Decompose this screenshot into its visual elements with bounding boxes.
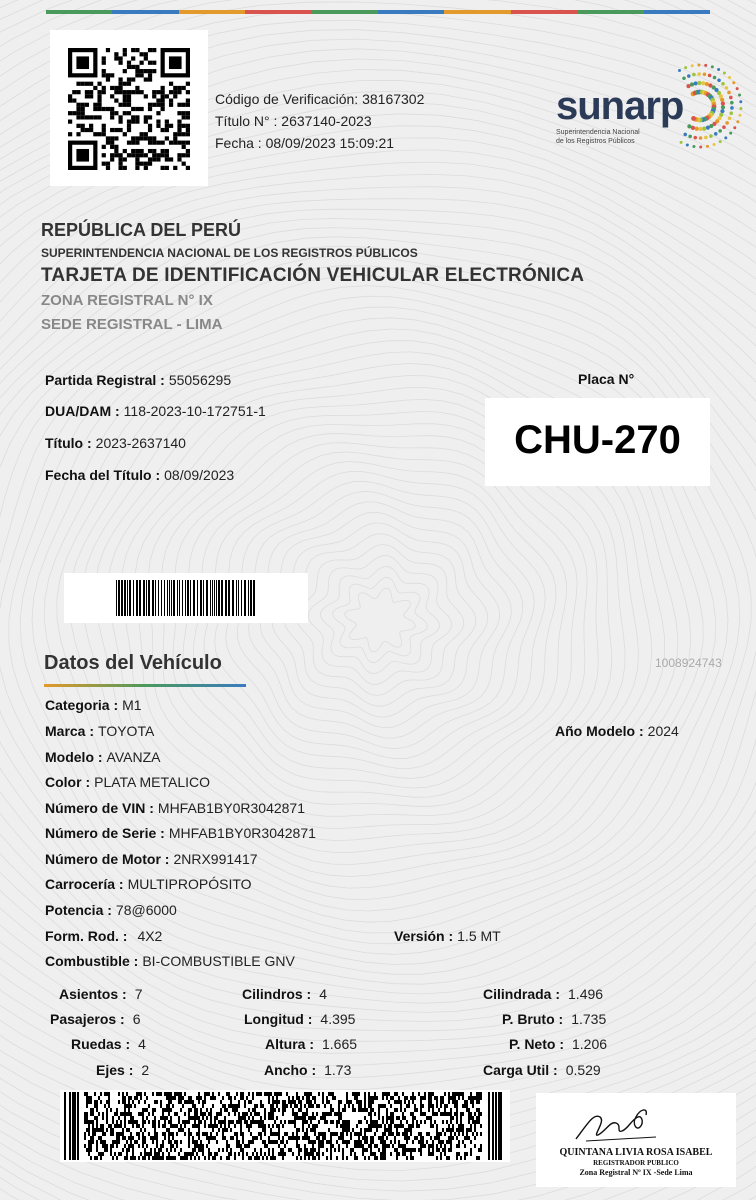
ancho-value: 1.73 bbox=[324, 1062, 352, 1078]
modelo-label: Modelo : bbox=[45, 749, 103, 765]
cilindrada-row bbox=[483, 986, 603, 1002]
fecha-titulo-label: Fecha del Título : bbox=[45, 467, 161, 483]
combustible-row bbox=[45, 953, 295, 969]
top-color-segment bbox=[245, 10, 311, 14]
top-color-segment bbox=[112, 10, 178, 14]
categoria-value: M1 bbox=[122, 697, 142, 713]
sunarp-logo-word: sunarp bbox=[556, 84, 684, 128]
combustible-value: BI-COMBUSTIBLE GNV bbox=[142, 953, 295, 969]
verification-title-line bbox=[215, 110, 424, 132]
placa-box bbox=[485, 398, 710, 486]
placa-label: Placa N° bbox=[578, 371, 635, 387]
top-color-segment bbox=[378, 10, 444, 14]
top-color-segment bbox=[577, 10, 643, 14]
cilindros-label: Cilindros : bbox=[242, 986, 312, 1002]
longitud-value: 4.395 bbox=[320, 1011, 356, 1027]
sunarp-logo bbox=[550, 44, 750, 164]
registrar-zone: Zona Registral Nº IX -Sede Lima bbox=[579, 1168, 693, 1177]
form-rod-value: 4X2 bbox=[137, 928, 163, 944]
vin-row bbox=[45, 800, 305, 816]
serie-label: Número de Serie : bbox=[45, 825, 165, 841]
pdf417-barcode bbox=[60, 1090, 510, 1162]
dua-dam-label: DUA/DAM : bbox=[45, 403, 120, 419]
motor-row bbox=[45, 851, 258, 867]
top-color-segment bbox=[444, 10, 510, 14]
top-color-segment bbox=[644, 10, 710, 14]
peso-bruto-row bbox=[502, 1011, 606, 1027]
serie-value: MHFAB1BY0R3042871 bbox=[168, 825, 316, 841]
top-color-segment bbox=[179, 10, 245, 14]
asientos-row bbox=[59, 986, 142, 1002]
titulo-row bbox=[45, 435, 186, 451]
cilindrada-value: 1.496 bbox=[568, 986, 604, 1002]
peso-bruto-value: 1.735 bbox=[571, 1011, 607, 1027]
logo-subtitle-line2: de los Registros Públicos bbox=[556, 138, 635, 145]
barcode-bars bbox=[116, 580, 256, 616]
cilindrada-label: Cilindrada : bbox=[483, 986, 561, 1002]
verification-date-line bbox=[215, 132, 424, 154]
top-color-segment bbox=[511, 10, 577, 14]
ejes-row bbox=[96, 1062, 149, 1078]
color-label: Color : bbox=[45, 774, 91, 790]
motor-value: 2NRX991417 bbox=[173, 851, 258, 867]
verification-code-value: 38167302 bbox=[362, 91, 425, 107]
document-title: TARJETA DE IDENTIFICACIÓN VEHICULAR ELECTRÓNICA bbox=[41, 265, 585, 286]
partida-registral-label: Partida Registral : bbox=[45, 372, 165, 388]
verification-title-label: Título N° : bbox=[215, 113, 278, 129]
partida-registral-row bbox=[45, 372, 231, 388]
pasajeros-label: Pasajeros : bbox=[50, 1011, 125, 1027]
carroceria-label: Carrocería : bbox=[45, 876, 124, 892]
titulo-label: Título : bbox=[45, 435, 92, 451]
form-rod-label: Form. Rod. : bbox=[45, 928, 128, 944]
marca-label: Marca : bbox=[45, 723, 95, 739]
version-value: 1.5 MT bbox=[457, 928, 501, 944]
peso-neto-row bbox=[509, 1036, 607, 1052]
agency-heading: SUPERINTENDENCIA NACIONAL DE LOS REGISTROS PÚBLICOS bbox=[41, 246, 418, 260]
top-color-bar bbox=[46, 10, 710, 14]
ancho-label: Ancho : bbox=[264, 1062, 317, 1078]
marca-row bbox=[45, 723, 154, 739]
ruedas-value: 4 bbox=[138, 1036, 146, 1052]
form-rod-row bbox=[45, 928, 162, 944]
carga-util-value: 0.529 bbox=[565, 1062, 601, 1078]
verification-title-value: 2637140-2023 bbox=[281, 113, 372, 129]
anio-modelo-value: 2024 bbox=[647, 723, 679, 739]
asientos-label: Asientos : bbox=[59, 986, 127, 1002]
partida-registral-value: 55056295 bbox=[168, 372, 232, 388]
verification-code-line bbox=[215, 88, 424, 110]
color-row bbox=[45, 774, 210, 790]
logo-subtitle-line1: Superintendencia Nacional bbox=[556, 129, 640, 136]
registrar-role: REGISTRADOR PUBLICO bbox=[593, 1159, 679, 1167]
carga-util-label: Carga Util : bbox=[483, 1062, 558, 1078]
marca-value: TOYOTA bbox=[98, 723, 155, 739]
document-code: 1008924743 bbox=[655, 656, 722, 670]
ancho-row bbox=[264, 1062, 351, 1078]
altura-label: Altura : bbox=[265, 1036, 314, 1052]
sunarp-logo-subtitle bbox=[556, 128, 676, 146]
peso-neto-value: 1.206 bbox=[571, 1036, 608, 1052]
carga-util-row bbox=[483, 1062, 601, 1078]
placa-value: CHU-270 bbox=[514, 418, 681, 462]
verification-date-label: Fecha : bbox=[215, 135, 262, 151]
ejes-label: Ejes : bbox=[96, 1062, 134, 1078]
vin-value: MHFAB1BY0R3042871 bbox=[157, 800, 305, 816]
serie-row bbox=[45, 825, 316, 841]
section-title: Datos del Vehículo bbox=[44, 652, 222, 674]
pasajeros-row bbox=[50, 1011, 141, 1027]
ruedas-label: Ruedas : bbox=[71, 1036, 131, 1052]
altura-value: 1.665 bbox=[322, 1036, 358, 1052]
country-heading: REPÚBLICA DEL PERÚ bbox=[41, 220, 242, 240]
dua-dam-value: 118-2023-10-172751-1 bbox=[123, 403, 266, 419]
longitud-row bbox=[244, 1011, 355, 1027]
potencia-value: 78@6000 bbox=[115, 902, 177, 918]
sede-registral: SEDE REGISTRAL - LIMA bbox=[41, 316, 223, 333]
ejes-value: 2 bbox=[141, 1062, 150, 1078]
categoria-row bbox=[45, 697, 142, 713]
motor-label: Número de Motor : bbox=[45, 851, 170, 867]
vin-label: Número de VIN : bbox=[45, 800, 154, 816]
categoria-label: Categoria : bbox=[45, 697, 119, 713]
modelo-row bbox=[45, 749, 160, 765]
signature-scribble-icon bbox=[536, 1093, 736, 1149]
modelo-value: AVANZA bbox=[106, 749, 161, 765]
titulo-value: 2023-2637140 bbox=[95, 435, 186, 451]
top-color-segment bbox=[312, 10, 378, 14]
registrar-name: QUINTANA LIVIA ROSA ISABEL bbox=[559, 1147, 713, 1158]
peso-bruto-label: P. Bruto : bbox=[502, 1011, 564, 1027]
verification-info bbox=[215, 88, 424, 154]
asientos-value: 7 bbox=[134, 986, 143, 1002]
zona-registral: ZONA REGISTRAL N° IX bbox=[41, 292, 213, 309]
cilindros-row bbox=[242, 986, 327, 1002]
cilindros-value: 4 bbox=[319, 986, 328, 1002]
anio-modelo-row bbox=[555, 723, 679, 739]
version-label: Versión : bbox=[394, 928, 454, 944]
potencia-row bbox=[45, 902, 177, 918]
qr-code bbox=[50, 30, 208, 186]
fecha-titulo-row bbox=[45, 467, 234, 483]
ruedas-row bbox=[71, 1036, 146, 1052]
section-title-underline bbox=[44, 684, 246, 687]
version-row bbox=[394, 928, 501, 944]
longitud-label: Longitud : bbox=[244, 1011, 313, 1027]
dua-dam-row bbox=[45, 403, 266, 419]
combustible-label: Combustible : bbox=[45, 953, 139, 969]
altura-row bbox=[265, 1036, 357, 1052]
verification-code-label: Código de Verificación: bbox=[215, 91, 359, 107]
pdf417-barcode-pattern bbox=[60, 1090, 510, 1162]
carroceria-row bbox=[45, 876, 252, 892]
qr-code-pattern bbox=[68, 48, 190, 170]
carroceria-value: MULTIPROPÓSITO bbox=[127, 876, 252, 892]
verification-date-value: 08/09/2023 15:09:21 bbox=[265, 135, 395, 151]
barcode bbox=[64, 573, 308, 623]
peso-neto-label: P. Neto : bbox=[509, 1036, 564, 1052]
signature-block bbox=[536, 1093, 736, 1187]
fecha-titulo-value: 08/09/2023 bbox=[164, 467, 235, 483]
color-value: PLATA METALICO bbox=[94, 774, 211, 790]
potencia-label: Potencia : bbox=[45, 902, 112, 918]
top-color-segment bbox=[46, 10, 112, 14]
pasajeros-value: 6 bbox=[132, 1011, 141, 1027]
anio-modelo-label: Año Modelo : bbox=[555, 723, 644, 739]
